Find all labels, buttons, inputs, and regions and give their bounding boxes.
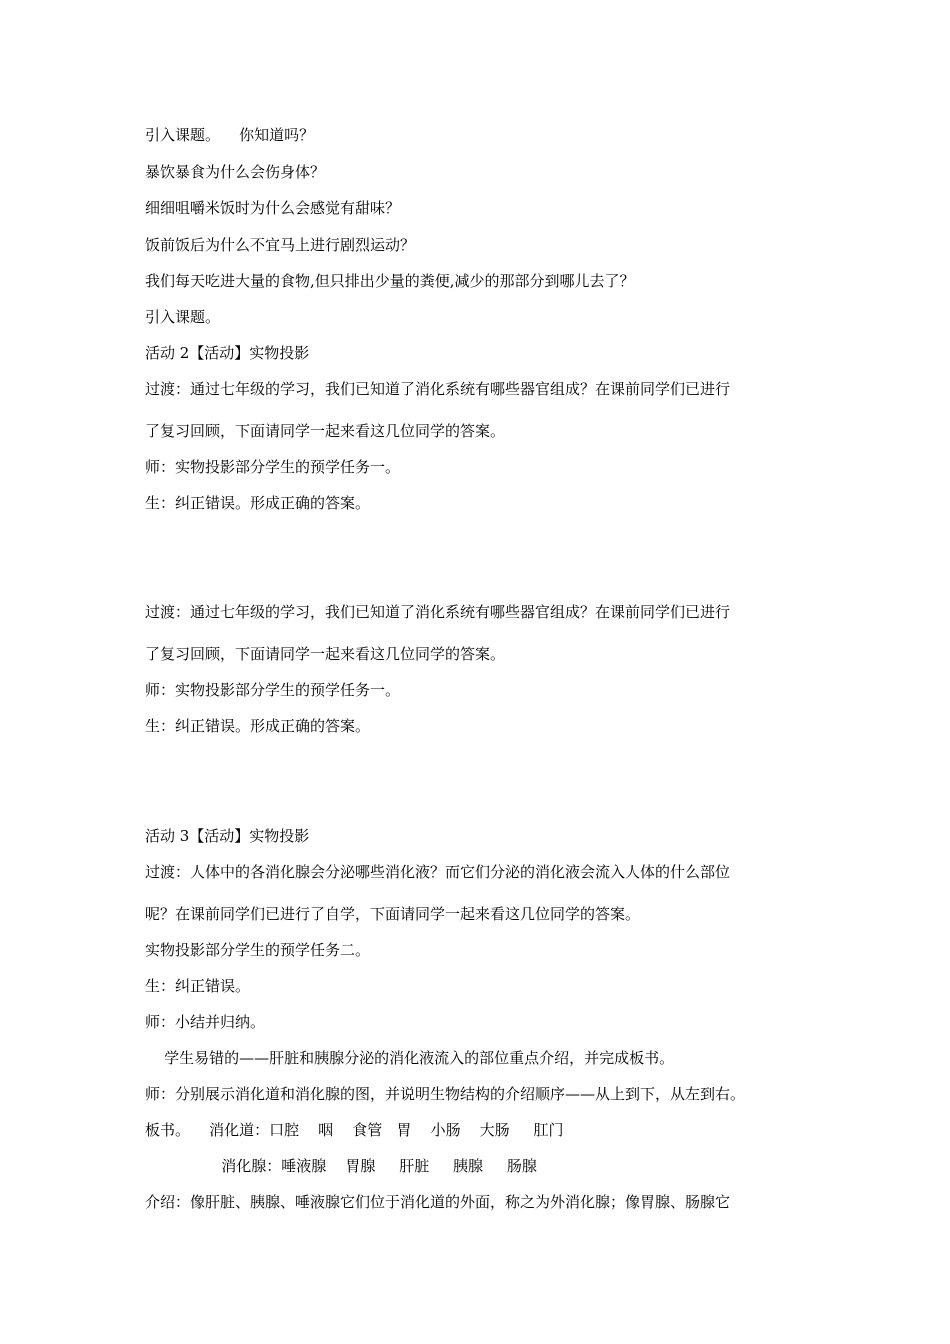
text-line: 细细咀嚼米饭时为什么会感觉有甜味？ [145,199,401,217]
text-line: 过渡：通过七年级的学习，我们已知道了消化系统有哪些器官组成？在课前同学们已进行 [145,603,731,621]
section-heading: 活动 3【活动】实物投影 [145,827,310,845]
text-line: 呢？在课前同学们已进行了自学，下面请同学一起来看这几位同学的答案。 [145,905,641,923]
text-line: 引入课题。 [145,308,221,326]
text-line: 学生易错的——肝脏和胰腺分泌的消化液流入的部位重点介绍，并完成板书。 [145,1049,675,1067]
text-line: 实物投影部分学生的预学任务二。 [145,941,371,959]
text-line: 介绍：像肝脏、胰腺、唾液腺它们位于消化道的外面，称之为外消化腺；像胃腺、肠腺它 [145,1193,731,1211]
text-line: 师：实物投影部分学生的预学任务一。 [145,458,401,476]
text-line: 饭前饭后为什么不宜马上进行剧烈运动？ [145,236,416,254]
text-line: 引入课题。 你知道吗？ [145,126,315,144]
text-line: 师：小结并归纳。 [145,1013,266,1031]
text-line: 过渡：通过七年级的学习，我们已知道了消化系统有哪些器官组成？在课前同学们已进行 [145,380,731,398]
text-line: 师：实物投影部分学生的预学任务一。 [145,681,401,699]
text-line: 生：纠正错误。 [145,977,251,995]
text-line: 生：纠正错误。形成正确的答案。 [145,717,371,735]
text-line: 了复习回顾，下面请同学一起来看这几位同学的答案。 [145,422,506,440]
text-line: 生：纠正错误。形成正确的答案。 [145,494,371,512]
text-line: 师：分别展示消化道和消化腺的图，并说明生物结构的介绍顺序——从上到下，从左到右。 [145,1085,746,1103]
section-heading: 活动 2【活动】实物投影 [145,344,310,362]
text-line: 过渡：人体中的各消化腺会分泌哪些消化液？而它们分泌的消化液会流入人体的什么部位 [145,863,731,881]
text-line: 暴饮暴食为什么会伤身体？ [145,163,326,181]
text-line: 板书。 消化道：口腔 咽 食管 胃 小肠 大肠 肛门 [145,1121,564,1139]
text-line: 了复习回顾，下面请同学一起来看这几位同学的答案。 [145,645,506,663]
text-line: 我们每天吃进大量的食物,但只排出少量的粪便,减少的那部分到哪儿去了？ [145,272,635,290]
text-line: 消化腺：唾液腺 胃腺 肝脏 胰腺 肠腺 [145,1157,537,1175]
